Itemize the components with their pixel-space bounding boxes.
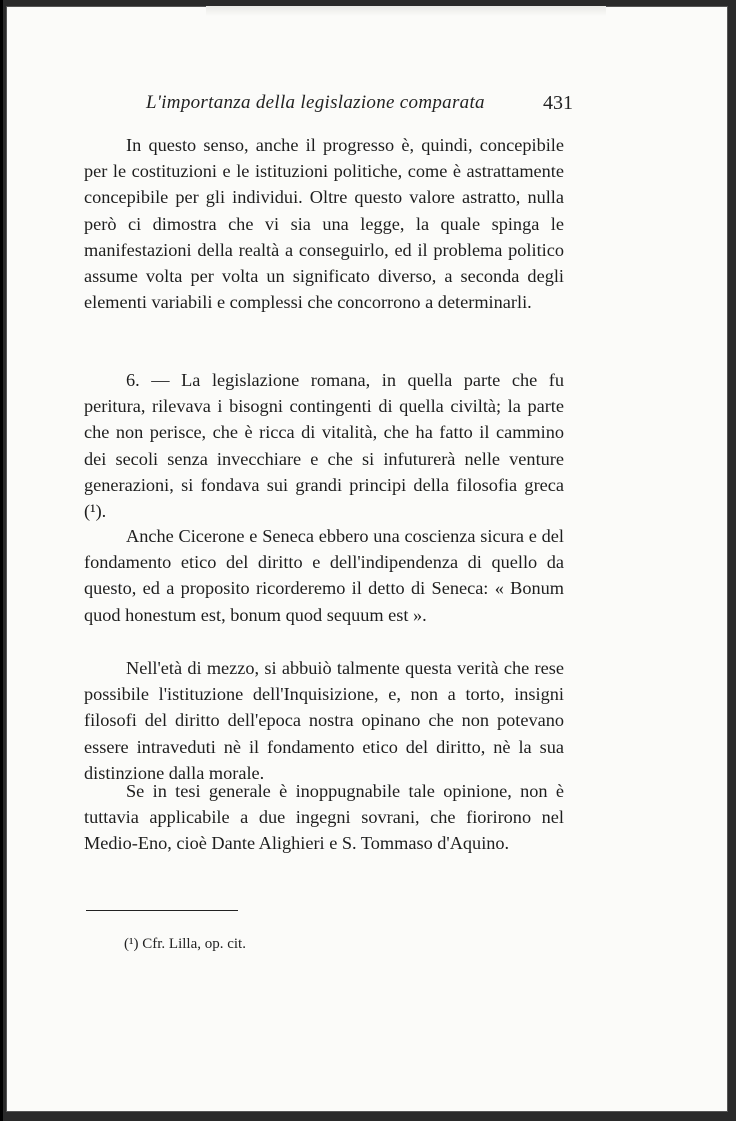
paragraph: Anche Cicerone e Seneca ebbero una coscienza sicura e del fondamento etico del diritto e dell'indipendenza di quello da questo, ed a proposito ricorderemo il detto di Seneca: « Bonum quod honestum est, bonum quod sequum est ». — [84, 526, 564, 625]
paragraph: Nell'età di mezzo, si abbuiò talmente questa verità che rese possibile l'istituzione dell'Inquisizione, e, non a torto, insigni filosofi del diritto dell'epoca nostra opinano che non potevano essere intraveduti nè il fondamento etico del diritto, nè la sua distinzione dalla morale. — [84, 658, 564, 783]
paragraph: In questo senso, anche il progresso è, quindi, concepibile per le costituzioni e le istituzioni politiche, come è astrattamente concepibile per gli individui. Oltre questo valore astratto, nulla però ci dimostra che vi sia una legge, la quale spinga le manifestazioni della realtà a conseguirlo, ed il problema politico assume volta per volta un significato diverso, a seconda degli elementi variabili e complessi che concorrono a determinarli. — [84, 135, 564, 313]
paragraph: Se in tesi generale è inoppugnabile tale opinione, non è tuttavia applicabile a due ingegni sovrani, che fiorirono nel Medio-Eno, cioè Dante Alighieri e S. Tommaso d'Aquino. — [84, 781, 564, 854]
page-number: 431 — [543, 92, 573, 114]
scan-edge — [0, 0, 3, 1121]
running-head — [146, 92, 573, 114]
footnote: (¹) Cfr. Lilla, op. cit. — [124, 936, 246, 952]
running-title: L'importanza della legislazione comparata — [146, 92, 485, 113]
footnote-divider — [86, 910, 238, 911]
paragraph-section-6: 6. — La legislazione romana, in quella parte che fu peritura, rilevava i bisogni contingenti di quella civiltà; la parte che non perisce, che è ricca di vitalità, che ha fatto il cammino dei secoli senza invecchiare e che si infuturerà nelle venture generazioni, si fondava sui grandi principi della filosofia greca (¹). — [84, 370, 564, 522]
book-page — [6, 6, 728, 1112]
scan-shadow — [206, 6, 606, 16]
